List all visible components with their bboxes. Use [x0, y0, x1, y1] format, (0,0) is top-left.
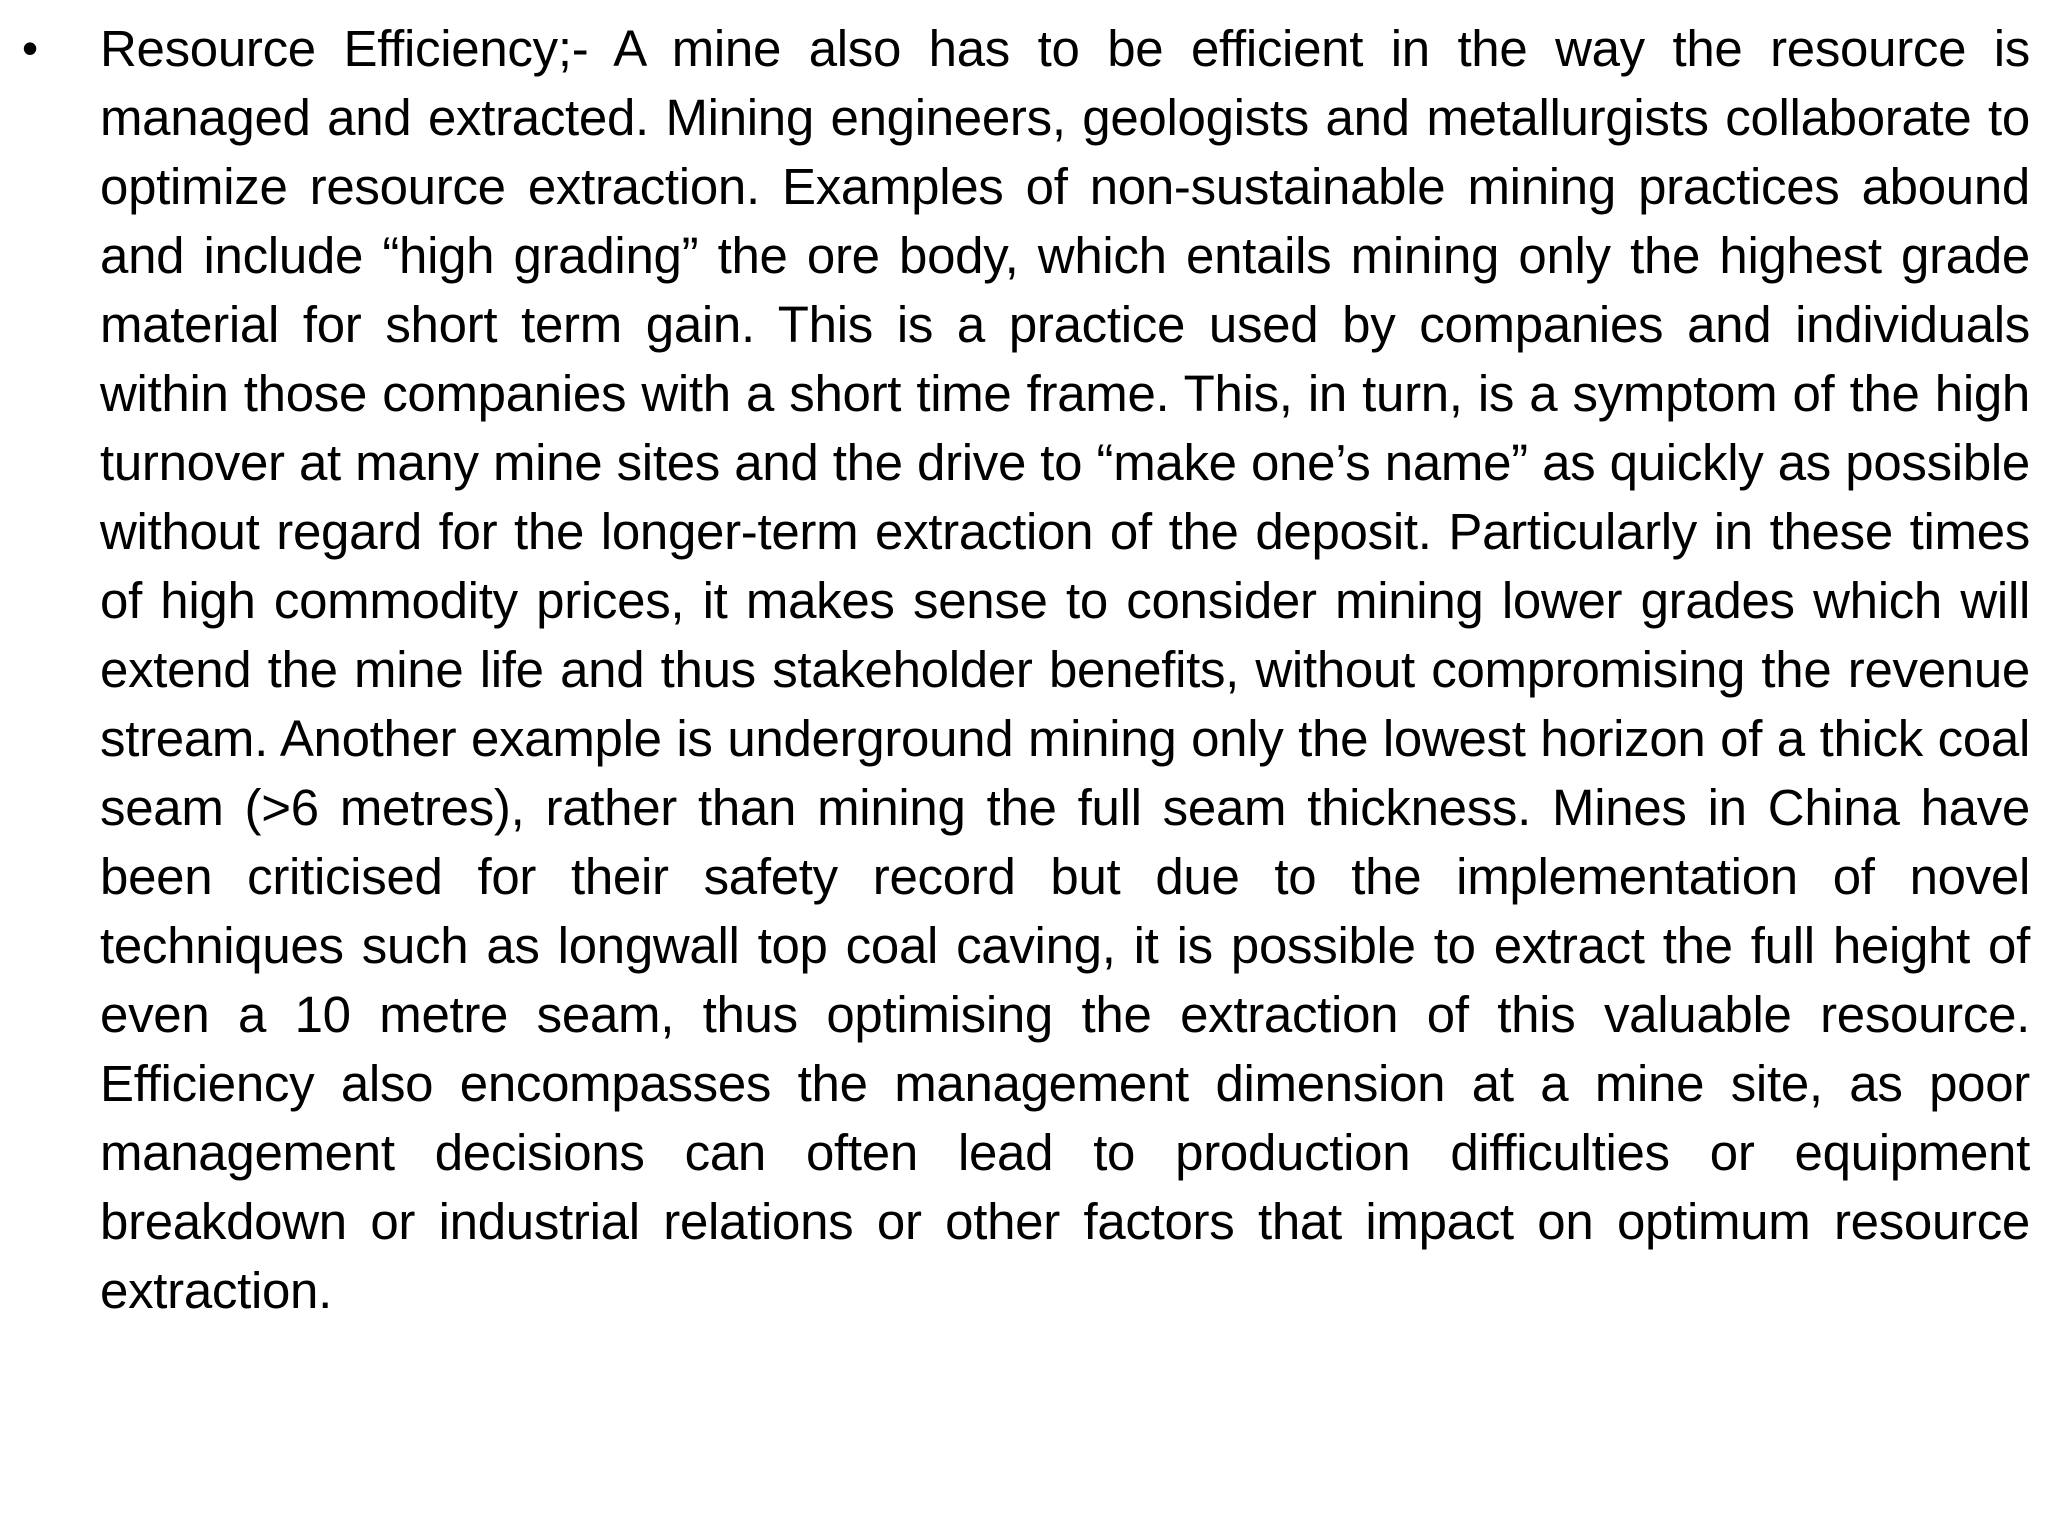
bullet-icon: •	[22, 22, 39, 74]
bullet-paragraph: Resource Efficiency;- A mine also has to be efficient in the way the resource is managed and extracted. Mining engineers, geologists and metallurgists collaborate to optimize resource extraction. Examples of non-sustainable mining practices abound and include “high grading” the ore body, which entails mining only the highest grade material for short term gain. This is a practice used by companies and individuals within those companies with a short time frame. This, in turn, is a symptom of the high turnover at many mine sites and the drive to “make one’s name” as quickly as possible without regard for the longer-term extraction of the deposit. Particularly in these times of high commodity prices, it makes sense to consider mining lower grades which will extend the mine life and thus stakeholder benefits, without compromising the revenue stream. Another example is underground mining only the lowest horizon of a thick coal seam (>6 metres), rather than mining the full seam thickness. Mines in China have been criticised for their safety record but due to the implementation of novel techniques such as longwall top coal caving, it is possible to extract the full height of even a 10 metre seam, thus optimising the extraction of this valuable resource. Efficiency also encompasses the management dimension at a mine site, as poor management decisions can often lead to production difficulties or equipment breakdown or industrial relations or other factors that impact on optimum resource extraction.	[100, 20, 2030, 1319]
bullet-list-item	[22, 14, 2032, 1325]
